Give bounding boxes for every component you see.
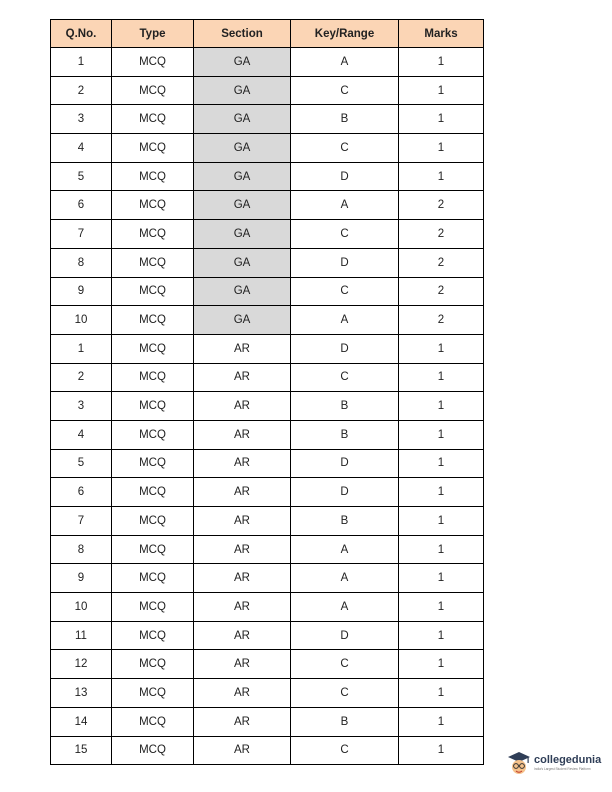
cell-type: MCQ <box>112 105 194 134</box>
table-body <box>51 48 484 765</box>
cell-type: MCQ <box>112 507 194 536</box>
cell-type: MCQ <box>112 449 194 478</box>
table-row <box>51 134 484 163</box>
cell-type: MCQ <box>112 392 194 421</box>
table-row <box>51 392 484 421</box>
table-row <box>51 621 484 650</box>
cell-section: AR <box>194 334 291 363</box>
cell-qno: 13 <box>51 679 112 708</box>
cell-type: MCQ <box>112 248 194 277</box>
cell-qno: 6 <box>51 478 112 507</box>
cell-type: MCQ <box>112 162 194 191</box>
answer-key-sheet <box>50 19 483 765</box>
cell-marks: 1 <box>399 707 484 736</box>
table-row <box>51 363 484 392</box>
table-row <box>51 679 484 708</box>
cell-type: MCQ <box>112 564 194 593</box>
cell-section: AR <box>194 564 291 593</box>
cell-marks: 1 <box>399 76 484 105</box>
cell-type: MCQ <box>112 420 194 449</box>
cell-type: MCQ <box>112 76 194 105</box>
cell-marks: 1 <box>399 650 484 679</box>
table-row <box>51 420 484 449</box>
table-row <box>51 48 484 77</box>
header-section: Section <box>194 20 291 48</box>
cell-section: AR <box>194 621 291 650</box>
cell-qno: 10 <box>51 593 112 622</box>
table-row <box>51 334 484 363</box>
cell-key: A <box>291 306 399 335</box>
table-row <box>51 564 484 593</box>
cell-qno: 1 <box>51 48 112 77</box>
cell-key: C <box>291 650 399 679</box>
table-row <box>51 76 484 105</box>
cell-section: GA <box>194 277 291 306</box>
cell-section: GA <box>194 162 291 191</box>
cell-key: B <box>291 420 399 449</box>
cell-qno: 9 <box>51 277 112 306</box>
cell-type: MCQ <box>112 191 194 220</box>
header-row <box>51 20 484 48</box>
table-row <box>51 449 484 478</box>
table-row <box>51 650 484 679</box>
cell-type: MCQ <box>112 621 194 650</box>
cell-marks: 1 <box>399 162 484 191</box>
cell-marks: 1 <box>399 334 484 363</box>
table-header <box>51 20 484 48</box>
cell-marks: 1 <box>399 449 484 478</box>
header-key-range: Key/Range <box>291 20 399 48</box>
cell-qno: 2 <box>51 363 112 392</box>
cell-key: B <box>291 105 399 134</box>
cell-key: D <box>291 478 399 507</box>
cell-section: GA <box>194 76 291 105</box>
cell-section: GA <box>194 248 291 277</box>
cell-qno: 5 <box>51 449 112 478</box>
cell-marks: 1 <box>399 392 484 421</box>
cell-section: GA <box>194 191 291 220</box>
cell-section: AR <box>194 420 291 449</box>
cell-marks: 1 <box>399 593 484 622</box>
cell-section: AR <box>194 679 291 708</box>
cell-section: GA <box>194 134 291 163</box>
cell-key: B <box>291 392 399 421</box>
cell-key: D <box>291 449 399 478</box>
cell-qno: 5 <box>51 162 112 191</box>
cell-marks: 1 <box>399 507 484 536</box>
cell-qno: 2 <box>51 76 112 105</box>
cell-section: AR <box>194 449 291 478</box>
cell-section: AR <box>194 707 291 736</box>
brand-name: collegedunia <box>534 754 602 766</box>
cell-section: AR <box>194 507 291 536</box>
table-row <box>51 105 484 134</box>
header-marks: Marks <box>399 20 484 48</box>
cell-section: AR <box>194 535 291 564</box>
cell-key: C <box>291 76 399 105</box>
cell-marks: 1 <box>399 736 484 765</box>
table-row <box>51 306 484 335</box>
cell-marks: 2 <box>399 277 484 306</box>
cell-key: A <box>291 191 399 220</box>
header-type: Type <box>112 20 194 48</box>
cell-qno: 4 <box>51 134 112 163</box>
cell-section: AR <box>194 478 291 507</box>
cell-type: MCQ <box>112 306 194 335</box>
table-row <box>51 535 484 564</box>
cell-type: MCQ <box>112 736 194 765</box>
cell-type: MCQ <box>112 650 194 679</box>
cell-qno: 15 <box>51 736 112 765</box>
cell-key: A <box>291 593 399 622</box>
cell-key: C <box>291 277 399 306</box>
cell-qno: 8 <box>51 535 112 564</box>
cell-type: MCQ <box>112 334 194 363</box>
cell-type: MCQ <box>112 134 194 163</box>
cell-type: MCQ <box>112 220 194 249</box>
cell-key: C <box>291 736 399 765</box>
cell-qno: 3 <box>51 105 112 134</box>
cell-key: B <box>291 507 399 536</box>
cell-marks: 1 <box>399 48 484 77</box>
table-row <box>51 736 484 765</box>
cell-marks: 1 <box>399 420 484 449</box>
table-row <box>51 162 484 191</box>
answer-key-table <box>50 19 484 765</box>
cell-section: GA <box>194 220 291 249</box>
cell-marks: 1 <box>399 134 484 163</box>
cell-section: GA <box>194 306 291 335</box>
cell-type: MCQ <box>112 363 194 392</box>
cell-section: AR <box>194 650 291 679</box>
table-row <box>51 507 484 536</box>
cell-type: MCQ <box>112 593 194 622</box>
cell-qno: 9 <box>51 564 112 593</box>
header-qno: Q.No. <box>51 20 112 48</box>
cell-qno: 6 <box>51 191 112 220</box>
cell-key: A <box>291 564 399 593</box>
table-row <box>51 707 484 736</box>
cell-section: GA <box>194 105 291 134</box>
cell-qno: 4 <box>51 420 112 449</box>
cell-qno: 1 <box>51 334 112 363</box>
collegedunia-logo <box>507 750 607 784</box>
cell-section: GA <box>194 48 291 77</box>
cell-type: MCQ <box>112 48 194 77</box>
cell-key: B <box>291 707 399 736</box>
cell-key: D <box>291 162 399 191</box>
cell-qno: 7 <box>51 507 112 536</box>
cell-key: A <box>291 535 399 564</box>
graduate-mascot-icon <box>507 750 531 778</box>
cell-key: C <box>291 220 399 249</box>
table-row <box>51 220 484 249</box>
cell-marks: 1 <box>399 564 484 593</box>
cell-qno: 7 <box>51 220 112 249</box>
cell-key: D <box>291 621 399 650</box>
cell-marks: 2 <box>399 191 484 220</box>
cell-section: AR <box>194 736 291 765</box>
cell-key: C <box>291 134 399 163</box>
cell-marks: 1 <box>399 478 484 507</box>
cell-marks: 1 <box>399 535 484 564</box>
cell-qno: 8 <box>51 248 112 277</box>
cell-section: AR <box>194 593 291 622</box>
cell-key: A <box>291 48 399 77</box>
cell-qno: 3 <box>51 392 112 421</box>
table-row <box>51 191 484 220</box>
cell-marks: 1 <box>399 363 484 392</box>
cell-type: MCQ <box>112 679 194 708</box>
cell-section: AR <box>194 392 291 421</box>
cell-marks: 2 <box>399 248 484 277</box>
table-row <box>51 478 484 507</box>
cell-section: AR <box>194 363 291 392</box>
cell-marks: 1 <box>399 105 484 134</box>
cell-key: D <box>291 248 399 277</box>
cell-type: MCQ <box>112 478 194 507</box>
cell-qno: 14 <box>51 707 112 736</box>
cell-marks: 1 <box>399 679 484 708</box>
cell-key: C <box>291 363 399 392</box>
cell-qno: 12 <box>51 650 112 679</box>
cell-marks: 1 <box>399 621 484 650</box>
table-row <box>51 593 484 622</box>
table-row <box>51 277 484 306</box>
table-row <box>51 248 484 277</box>
cell-marks: 2 <box>399 220 484 249</box>
brand-tagline: India's Largest Student Review Platform <box>534 767 591 771</box>
cell-key: C <box>291 679 399 708</box>
cell-marks: 2 <box>399 306 484 335</box>
cell-type: MCQ <box>112 277 194 306</box>
cell-key: D <box>291 334 399 363</box>
cell-type: MCQ <box>112 707 194 736</box>
cell-qno: 11 <box>51 621 112 650</box>
cell-type: MCQ <box>112 535 194 564</box>
cell-qno: 10 <box>51 306 112 335</box>
